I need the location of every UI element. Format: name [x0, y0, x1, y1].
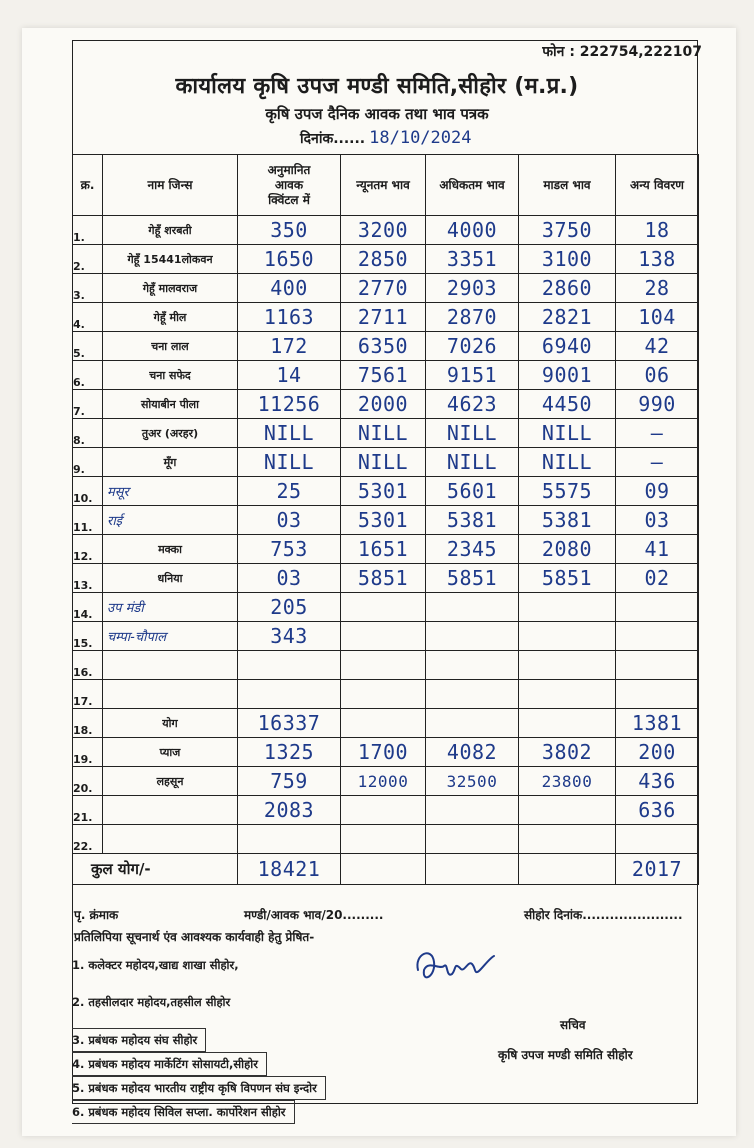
row-crop	[103, 680, 238, 709]
row-serial: 8.	[73, 419, 103, 448]
row-min-price: NILL	[341, 448, 426, 477]
row-crop: तुअर (अरहर)	[103, 419, 238, 448]
row-serial: 19.	[73, 738, 103, 767]
table-header-row	[73, 155, 699, 216]
row-serial: 4.	[73, 303, 103, 332]
row-min-price: 5301	[341, 506, 426, 535]
row-min-price: NILL	[341, 419, 426, 448]
row-max-price: 3351	[426, 245, 519, 274]
sehore-date: सीहोर दिनांक......................	[524, 908, 683, 922]
secretary-label: सचिव	[560, 1018, 586, 1032]
row-min-price	[341, 680, 426, 709]
row-modal-price: 2080	[519, 535, 616, 564]
col-max-price: अधिकतम भाव	[426, 155, 519, 216]
row-crop: गेहूँ मालवराज	[103, 274, 238, 303]
copy-recipient-item: 4. प्रबंधक महोदय मार्केटिंग सोसायटी,सीहोर	[72, 1052, 267, 1076]
col-min-price: न्यूनतम भाव	[341, 155, 426, 216]
row-crop: धनिया	[103, 564, 238, 593]
row-crop: चना सफेद	[103, 361, 238, 390]
row-crop: सोयाबीन पीला	[103, 390, 238, 419]
row-serial: 20.	[73, 767, 103, 796]
row-modal-price: 9001	[519, 361, 616, 390]
row-arrival: 16337	[238, 709, 341, 738]
row-other: 200	[616, 738, 699, 767]
copy-recipients	[72, 954, 326, 1124]
row-other: 1381	[616, 709, 699, 738]
row-other: 18	[616, 216, 699, 245]
row-arrival	[238, 680, 341, 709]
row-other: 03	[616, 506, 699, 535]
copy-recipient-item: 3. प्रबंधक महोदय संघ सीहोर	[72, 1028, 206, 1052]
row-serial: 1.	[73, 216, 103, 245]
row-other: 02	[616, 564, 699, 593]
col-arrival	[238, 155, 341, 216]
row-min-price: 5301	[341, 477, 426, 506]
row-serial: 22.	[73, 825, 103, 854]
row-arrival: 172	[238, 332, 341, 361]
col-modal-price: माडल भाव	[519, 155, 616, 216]
table-row	[73, 303, 699, 332]
row-other	[616, 622, 699, 651]
row-serial: 17.	[73, 680, 103, 709]
table-row	[73, 709, 699, 738]
row-min-price: 12000	[341, 767, 426, 796]
row-min-price	[341, 796, 426, 825]
row-min-price: 2770	[341, 274, 426, 303]
row-arrival: 400	[238, 274, 341, 303]
row-modal-price	[519, 796, 616, 825]
row-max-price: 4623	[426, 390, 519, 419]
row-min-price	[341, 825, 426, 854]
row-serial: 5.	[73, 332, 103, 361]
row-max-price	[426, 680, 519, 709]
row-arrival: NILL	[238, 419, 341, 448]
row-serial: 14.	[73, 593, 103, 622]
grand-total-row	[73, 854, 699, 885]
row-modal-price: 2860	[519, 274, 616, 303]
row-serial: 11.	[73, 506, 103, 535]
row-modal-price: NILL	[519, 419, 616, 448]
row-crop: गेहूँ शरबती	[103, 216, 238, 245]
row-arrival: 1325	[238, 738, 341, 767]
row-modal-price: 5381	[519, 506, 616, 535]
row-arrival	[238, 651, 341, 680]
row-modal-price	[519, 680, 616, 709]
row-max-price: 7026	[426, 332, 519, 361]
table-row	[73, 361, 699, 390]
date-value: 18/10/2024	[369, 128, 472, 148]
row-arrival: 14	[238, 361, 341, 390]
col-other-details: अन्य विवरण	[616, 155, 699, 216]
phone-number: फोन : 222754,222107	[542, 44, 702, 60]
row-min-price: 6350	[341, 332, 426, 361]
row-other: 42	[616, 332, 699, 361]
row-max-price: 4082	[426, 738, 519, 767]
row-modal-price: 3750	[519, 216, 616, 245]
table-row	[73, 419, 699, 448]
row-crop: गेहूँ 15441लोकवन	[103, 245, 238, 274]
row-arrival: 1163	[238, 303, 341, 332]
table-row	[73, 506, 699, 535]
forward-note: प्रतिलिपिया सूचनार्थ एंव आवश्यक कार्यवाही हेतु प्रेषित-	[74, 930, 315, 944]
grand-total-empty	[519, 854, 616, 885]
col-arrival-line1: अनुमानित	[267, 162, 311, 177]
row-modal-price: 5851	[519, 564, 616, 593]
row-arrival	[238, 825, 341, 854]
row-min-price: 5851	[341, 564, 426, 593]
table-row	[73, 796, 699, 825]
row-modal-price: 23800	[519, 767, 616, 796]
row-serial: 13.	[73, 564, 103, 593]
row-other: 636	[616, 796, 699, 825]
table-row	[73, 245, 699, 274]
row-min-price: 1651	[341, 535, 426, 564]
report-subtitle: कृषि उपज दैनिक आवक तथा भाव पत्रक	[265, 105, 489, 123]
table-row	[73, 477, 699, 506]
row-modal-price	[519, 709, 616, 738]
row-min-price: 2000	[341, 390, 426, 419]
mandi-ref: मण्डी/आवक भाव/20.........	[244, 908, 384, 922]
grand-total-empty	[426, 854, 519, 885]
row-crop: मूँग	[103, 448, 238, 477]
table-row	[73, 825, 699, 854]
row-modal-price: 6940	[519, 332, 616, 361]
table-row	[73, 332, 699, 361]
copy-recipient-item: 6. प्रबंधक महोदय सिविल सप्ला. कार्पोरेशन सीहोर	[72, 1100, 295, 1124]
row-min-price	[341, 622, 426, 651]
row-modal-price: 2821	[519, 303, 616, 332]
row-other	[616, 680, 699, 709]
row-serial: 3.	[73, 274, 103, 303]
col-crop: नाम जिन्स	[103, 155, 238, 216]
table-row	[73, 767, 699, 796]
row-serial: 9.	[73, 448, 103, 477]
row-max-price: 5381	[426, 506, 519, 535]
row-max-price	[426, 593, 519, 622]
row-min-price	[341, 651, 426, 680]
row-other: —	[616, 448, 699, 477]
row-max-price: NILL	[426, 419, 519, 448]
row-arrival: 1650	[238, 245, 341, 274]
row-crop: लहसून	[103, 767, 238, 796]
grand-total-empty	[341, 854, 426, 885]
row-other: 990	[616, 390, 699, 419]
row-max-price: 5851	[426, 564, 519, 593]
row-max-price: 9151	[426, 361, 519, 390]
col-arrival-line3: क्विंटल में	[268, 192, 310, 207]
row-crop: राई	[103, 506, 238, 535]
row-max-price: 4000	[426, 216, 519, 245]
table-row	[73, 274, 699, 303]
row-other	[616, 593, 699, 622]
row-other	[616, 825, 699, 854]
copy-recipient-item: 2. तहसीलदार महोदय,तहसील सीहोर	[72, 995, 231, 1009]
committee-label: कृषि उपज मण्डी समिति सीहोर	[498, 1048, 633, 1062]
grand-total-label: कुल योग/-	[73, 854, 238, 885]
row-crop: मसूर	[103, 477, 238, 506]
table-row	[73, 622, 699, 651]
row-min-price: 7561	[341, 361, 426, 390]
row-max-price: 32500	[426, 767, 519, 796]
date-label: दिनांक......	[300, 131, 366, 147]
table-row	[73, 593, 699, 622]
row-crop: गेहूँ मील	[103, 303, 238, 332]
row-serial: 2.	[73, 245, 103, 274]
row-modal-price: 3100	[519, 245, 616, 274]
row-modal-price: 4450	[519, 390, 616, 419]
row-arrival: 03	[238, 506, 341, 535]
row-other: —	[616, 419, 699, 448]
row-crop: चम्पा-चौपाल	[103, 622, 238, 651]
grand-total-arrival: 18421	[238, 854, 341, 885]
table-row	[73, 651, 699, 680]
report-date	[300, 128, 471, 148]
grand-total-other: 2017	[616, 854, 699, 885]
row-serial: 16.	[73, 651, 103, 680]
row-crop: मक्का	[103, 535, 238, 564]
row-max-price	[426, 796, 519, 825]
table-row	[73, 448, 699, 477]
table-row	[73, 390, 699, 419]
row-min-price	[341, 593, 426, 622]
row-modal-price	[519, 825, 616, 854]
row-min-price	[341, 709, 426, 738]
row-arrival: 03	[238, 564, 341, 593]
row-serial: 10.	[73, 477, 103, 506]
table-row	[73, 680, 699, 709]
price-arrival-table	[72, 154, 699, 885]
row-other: 436	[616, 767, 699, 796]
row-arrival: 350	[238, 216, 341, 245]
row-min-price: 2711	[341, 303, 426, 332]
row-min-price: 3200	[341, 216, 426, 245]
row-max-price: 5601	[426, 477, 519, 506]
table-row	[73, 216, 699, 245]
row-other: 06	[616, 361, 699, 390]
row-arrival: 759	[238, 767, 341, 796]
row-arrival: 205	[238, 593, 341, 622]
table-row	[73, 535, 699, 564]
row-other: 138	[616, 245, 699, 274]
row-serial: 7.	[73, 390, 103, 419]
row-max-price	[426, 622, 519, 651]
row-min-price: 2850	[341, 245, 426, 274]
office-title: कार्यालय कृषि उपज मण्डी समिति,सीहोर (म.प्र.)	[175, 74, 579, 99]
row-other: 09	[616, 477, 699, 506]
row-max-price: NILL	[426, 448, 519, 477]
row-arrival: 753	[238, 535, 341, 564]
row-other: 28	[616, 274, 699, 303]
row-crop	[103, 796, 238, 825]
row-arrival: 25	[238, 477, 341, 506]
row-modal-price: NILL	[519, 448, 616, 477]
row-max-price: 2870	[426, 303, 519, 332]
row-max-price: 2903	[426, 274, 519, 303]
ref-number: पृ. क्रंमाक	[74, 908, 119, 922]
col-serial: क्र.	[73, 155, 103, 216]
row-crop: योग	[103, 709, 238, 738]
row-max-price	[426, 651, 519, 680]
row-crop: चना लाल	[103, 332, 238, 361]
copy-recipient-item: 5. प्रबंधक महोदय भारतीय राष्ट्रीय कृषि विपणन संघ इन्दोर	[72, 1076, 326, 1100]
row-arrival: 11256	[238, 390, 341, 419]
row-modal-price	[519, 622, 616, 651]
row-arrival: 343	[238, 622, 341, 651]
row-serial: 21.	[73, 796, 103, 825]
col-arrival-line2: आवक	[274, 177, 304, 192]
row-min-price: 1700	[341, 738, 426, 767]
row-crop	[103, 825, 238, 854]
row-other	[616, 651, 699, 680]
row-other: 104	[616, 303, 699, 332]
row-modal-price: 5575	[519, 477, 616, 506]
row-modal-price: 3802	[519, 738, 616, 767]
row-modal-price	[519, 593, 616, 622]
row-serial: 6.	[73, 361, 103, 390]
table-row	[73, 564, 699, 593]
row-serial: 15.	[73, 622, 103, 651]
row-arrival: 2083	[238, 796, 341, 825]
row-serial: 12.	[73, 535, 103, 564]
row-arrival: NILL	[238, 448, 341, 477]
row-crop: उप मंडी	[103, 593, 238, 622]
row-max-price	[426, 825, 519, 854]
row-crop: प्याज	[103, 738, 238, 767]
row-modal-price	[519, 651, 616, 680]
row-crop	[103, 651, 238, 680]
signature	[410, 940, 500, 990]
copy-recipient-item: 1. कलेक्टर महोदय,खाद्य शाखा सीहोर,	[72, 958, 239, 972]
row-max-price	[426, 709, 519, 738]
row-other: 41	[616, 535, 699, 564]
row-serial: 18.	[73, 709, 103, 738]
table-row	[73, 738, 699, 767]
row-max-price: 2345	[426, 535, 519, 564]
